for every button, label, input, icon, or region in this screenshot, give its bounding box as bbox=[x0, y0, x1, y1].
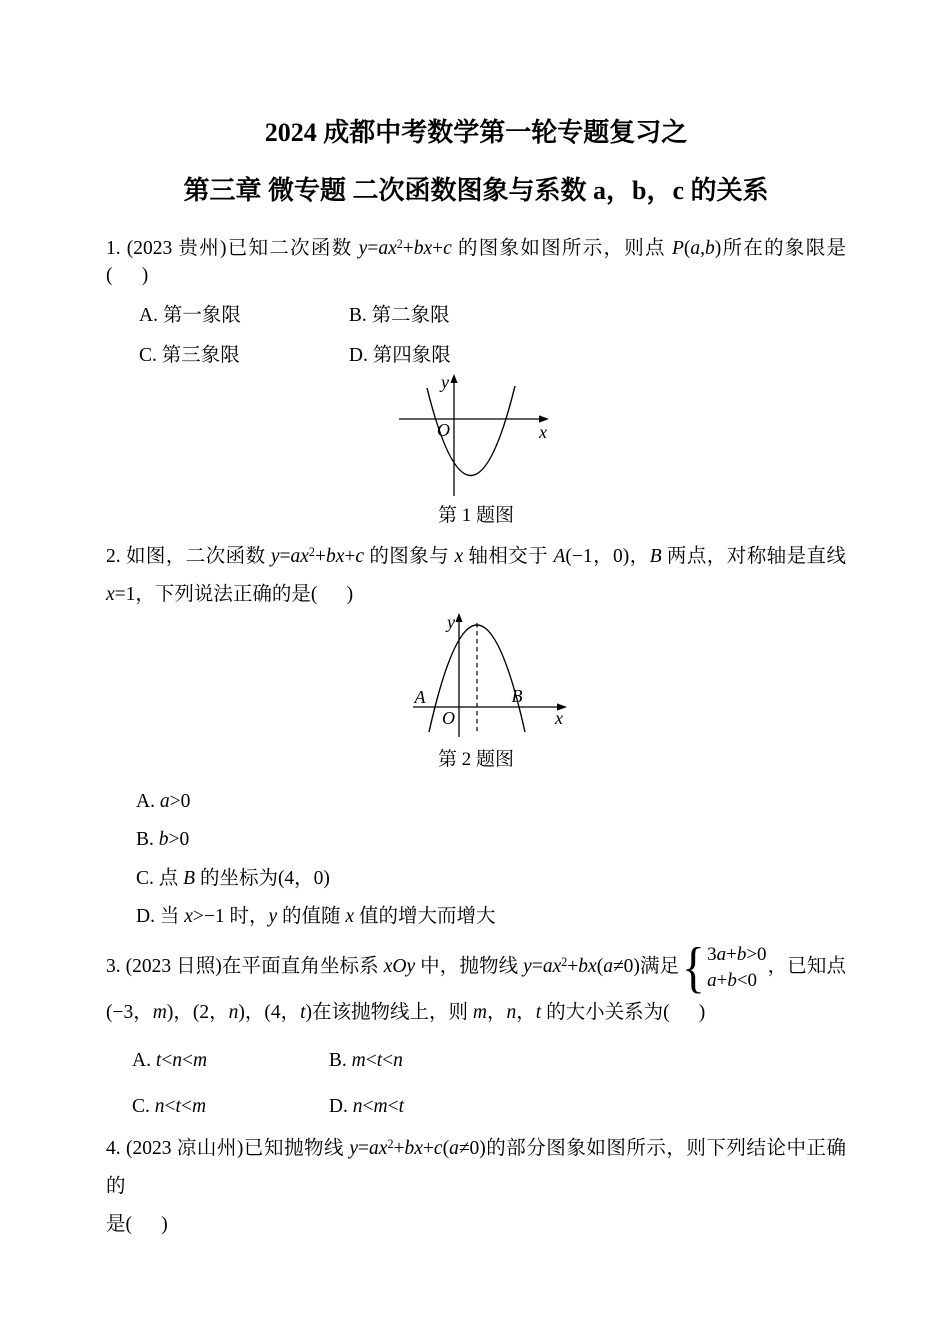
y-axis-arrow-icon bbox=[455, 613, 462, 622]
q2-option-c: C. 点 B 的坐标为(4，0) bbox=[136, 867, 330, 889]
question-4 bbox=[106, 1130, 846, 1244]
q1-stem: 1. (2023 贵州)已知二次函数 $y=ax^2+bx+c$ 的图象如图所示，则点 P(a,b)所在的象限是( ) bbox=[106, 236, 846, 286]
q2-option-b: B. b>0 bbox=[136, 829, 190, 851]
title-line-2: 第三章 微专题 二次函数图象与系数 a，b，c 的关系 bbox=[183, 175, 769, 205]
q3-options-row-1 bbox=[106, 1047, 846, 1074]
q3-option-c: C. n<t<m bbox=[132, 1095, 207, 1117]
brace-glyph: { bbox=[682, 936, 706, 999]
q3-stem-after: ，已知点(−3，m)，(2，n)，(4，t)在该抛物线上，则 m，n，t 的大小关系为( ) bbox=[106, 956, 846, 1023]
q1-options-row-1 bbox=[106, 302, 846, 329]
q3-stem-before: 3. (2023 日照)在平面直角坐标系 xOy 中，抛物线 $y=ax^2+bx(a\ne 0)$满足 bbox=[106, 955, 680, 978]
q1-option-c: C. 第三象限 bbox=[139, 345, 240, 367]
origin-label: O bbox=[442, 707, 455, 728]
q4-stem-line-1: 4. (2023 凉山州)已知抛物线 $y=ax^2+bx+c(a\ne 0)$的部分图象如图所示，则下列结论中正确的 bbox=[106, 1137, 846, 1198]
figure-2 bbox=[106, 611, 846, 773]
q1-option-a: A. 第一象限 bbox=[139, 305, 241, 327]
inequality-system bbox=[680, 936, 767, 999]
question-1 bbox=[106, 235, 846, 529]
figure-1-graph bbox=[391, 372, 561, 500]
q3-option-a: A. t<n<m bbox=[132, 1049, 208, 1071]
q3-stem bbox=[106, 936, 846, 1031]
q3-options-row-2 bbox=[106, 1093, 846, 1120]
q2-stem: 2. 如图，二次函数 $y=ax^2+bx+c$ 的图象与 x 轴相交于 A(−1，0)，B 两点，对称轴是直线 x=1，下列说法正确的是( ) bbox=[106, 545, 846, 606]
q4-stem bbox=[106, 1130, 846, 1244]
point-a-label: A bbox=[414, 686, 426, 707]
q4-stem-line-2: 是( ) bbox=[106, 1214, 168, 1236]
figure-1 bbox=[106, 372, 846, 529]
y-axis-arrow-icon bbox=[450, 374, 457, 383]
q2-option-d: D. 当 x>−1 时，y 的值随 x 值的增大而增大 bbox=[136, 906, 496, 928]
q1-option-d: D. 第四象限 bbox=[348, 345, 451, 367]
q3-option-b: B. m<t<n bbox=[328, 1049, 403, 1071]
inequality-rows bbox=[707, 942, 766, 993]
q1-option-b: B. 第二象限 bbox=[348, 305, 450, 327]
x-axis-label: x bbox=[555, 707, 563, 728]
q3-option-d: D. n<m<t bbox=[328, 1095, 404, 1117]
y-axis-label: y bbox=[447, 611, 455, 632]
figure-2-caption: 第 2 题图 bbox=[437, 748, 514, 770]
figure-1-caption: 第 1 题图 bbox=[437, 504, 514, 526]
inequality-line-2: a+b<0 bbox=[707, 970, 758, 992]
q1-options-row-2 bbox=[106, 342, 846, 369]
question-3 bbox=[106, 936, 846, 1120]
y-axis-label: y bbox=[441, 371, 449, 392]
origin-label: O bbox=[437, 419, 450, 440]
q2-option-a: A. a>0 bbox=[136, 791, 191, 813]
x-axis-label: x bbox=[539, 421, 547, 442]
inequality-line-1: 3a+b>0 bbox=[707, 944, 767, 966]
figure-2-graph bbox=[407, 611, 577, 744]
title-line-1: 2024 成都中考数学第一轮专题复习之 bbox=[264, 118, 688, 147]
question-2 bbox=[106, 538, 846, 930]
point-b-label: B bbox=[511, 685, 523, 706]
